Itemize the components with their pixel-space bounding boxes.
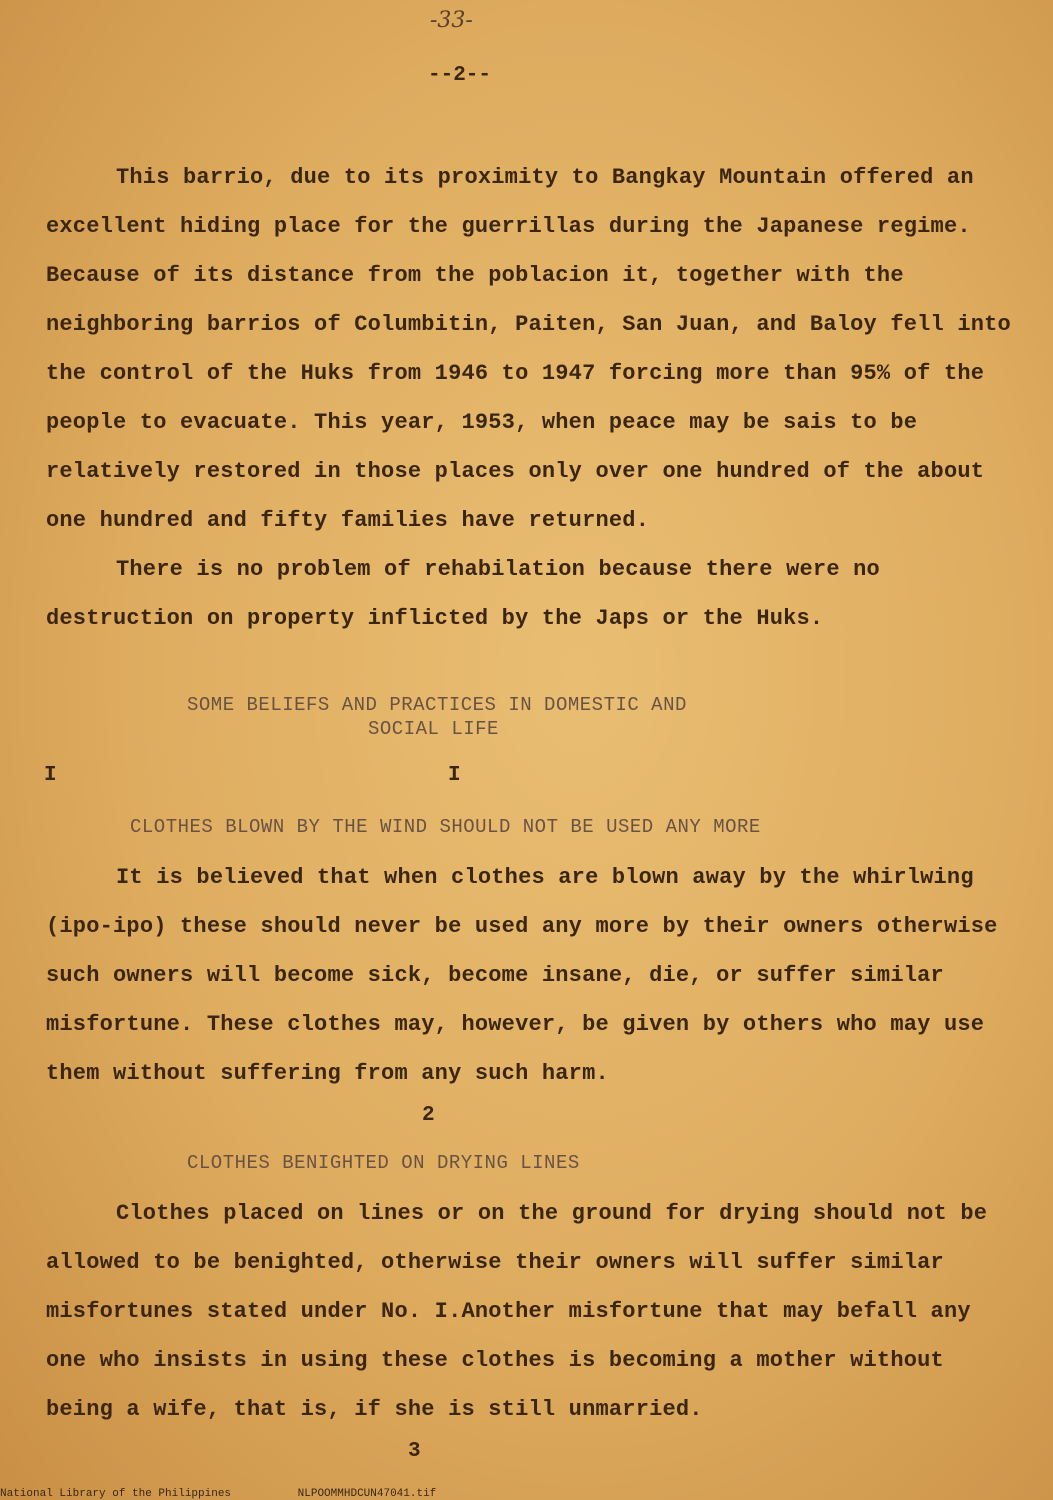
handwritten-page-number: -33- bbox=[430, 8, 473, 33]
section-title-line-1: SOME BELIEFS AND PRACTICES IN DOMESTIC AND bbox=[187, 694, 687, 716]
item-3-number: 3 bbox=[408, 1440, 421, 1463]
item-1-text: It is believed that when clothes are blown away by the whirlwing (ipo-ipo) these should never be used any more by their owners otherwise such owners will become sick, become insane, die, or suffer similar misfortune. These clothes may, however, be given by others who may use them without suffering from any such harm. bbox=[46, 865, 998, 1086]
footer-library: National Library of the Philippines bbox=[0, 1488, 232, 1500]
footer-filename: NLPOOMMHDCUN47041.tif bbox=[297, 1488, 437, 1500]
page-number: --2-- bbox=[428, 64, 492, 87]
item-2-heading: CLOTHES BENIGHTED ON DRYING LINES bbox=[187, 1152, 580, 1174]
intro-paragraph-1: This barrio, due to its proximity to Bangkay Mountain offered an excellent hiding place for the guerrillas during the Japanese regime. Because of its distance from the poblacion it, together with the neighboring barrios of Columbitin, Paiten, San Juan, and Baloy fell into the control of the Huks from 1946 to 1947 forcing more than 95% of the people to evacuate. This year, 1953, when peace may be sais to be relatively restored in those places only over one hundred of the about one hundred and fifty families have returned. bbox=[46, 165, 1011, 533]
item-2-block bbox=[46, 1189, 1016, 1434]
item-2-text: Clothes placed on lines or on the ground for drying should not be allowed to be benighted, otherwise their owners will suffer similar misfortunes stated under No. I.Another misfortune that may befall any one who insists in using these clothes is becoming a mother without being a wife, that is, if she is still unmarried. bbox=[46, 1201, 988, 1422]
section-title-line-2: SOCIAL LIFE bbox=[368, 718, 499, 740]
intro-paragraph-2: There is no problem of rehabilation because there were no destruction on property inflicted by the Japs or the Huks. bbox=[46, 557, 880, 631]
item-1-block bbox=[46, 853, 1016, 1098]
item-1-heading: CLOTHES BLOWN BY THE WIND SHOULD NOT BE USED ANY MORE bbox=[130, 816, 761, 838]
margin-item-number: I bbox=[44, 764, 57, 787]
intro-text bbox=[46, 153, 1016, 643]
item-2-number: 2 bbox=[422, 1104, 435, 1127]
scan-footer bbox=[0, 1488, 496, 1500]
item-1-number: I bbox=[448, 764, 461, 787]
